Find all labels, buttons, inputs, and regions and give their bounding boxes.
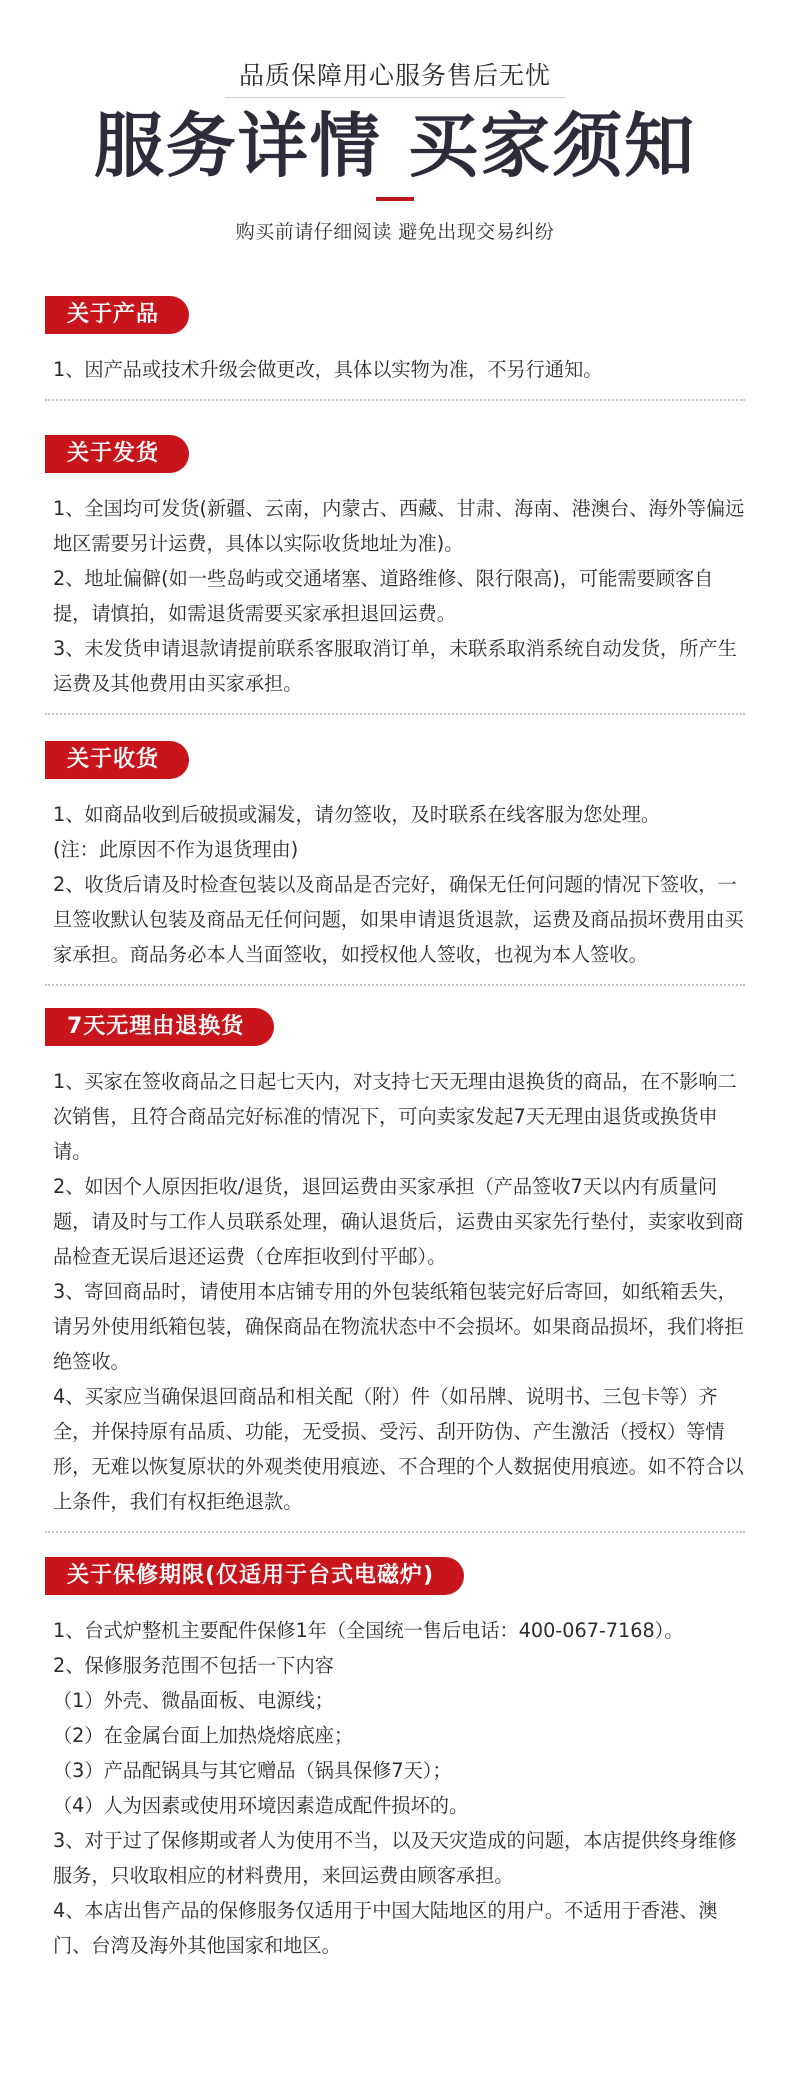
dotted-divider [45, 713, 745, 715]
section-product [45, 296, 745, 401]
title-accent-rule [376, 197, 414, 201]
section-body [45, 491, 745, 701]
section-line: 1、台式炉整机主要配件保修1年（全国统一售后电话：400-067-7168）。 [53, 1618, 684, 1642]
section-line: 2、保修服务范围不包括一下内容 [53, 1653, 334, 1677]
dotted-divider [45, 399, 745, 401]
section-line: 3、对于过了保修期或者人为使用不当，以及天灾造成的问题，本店提供终身维修服务，只收取相应的材料费用，来回运费由顾客承担。 [53, 1828, 737, 1887]
section-line: （2）在金属台面上加热烧熔底座； [53, 1723, 354, 1747]
section-line: （3）产品配锅具与其它赠品（锅具保修7天）； [53, 1758, 452, 1782]
section-line: 1、买家在签收商品之日起七天内，对支持七天无理由退换货的商品，在不影响二次销售，且符合商品完好标准的情况下，可向卖家发起7天无理由退货或换货申请。 [53, 1069, 737, 1163]
section-line: 1、全国均可发货(新疆、云南，内蒙古、西藏、甘肃、海南、港澳台、海外等偏远地区需要另计运费，具体以实际收货地址为准)。 [53, 496, 745, 555]
section-line: 3、寄回商品时，请使用本店铺专用的外包装纸箱包装完好后寄回，如纸箱丢失，请另外使用纸箱包装，确保商品在物流状态中不会损坏。如果商品损坏，我们将拒绝签收。 [53, 1279, 744, 1373]
section-line: 1、因产品或技术升级会做更改，具体以实物为准，不另行通知。 [53, 357, 603, 381]
section-line: (注：此原因不作为退货理由) [53, 837, 299, 861]
section-warranty [45, 1557, 745, 1963]
section-body [45, 1064, 745, 1519]
section-heading-badge: 关于产品 [45, 296, 189, 334]
section-returns [45, 1008, 745, 1533]
section-line: 4、本店出售产品的保修服务仅适用于中国大陆地区的用户。不适用于香港、澳门、台湾及海外其他国家和地区。 [53, 1898, 718, 1957]
section-line: 1、如商品收到后破损或漏发，请勿签收，及时联系在线客服为您处理。 [53, 802, 661, 826]
section-heading-badge: 关于收货 [45, 741, 189, 779]
section-line: 2、地址偏僻(如一些岛屿或交通堵塞、道路维修、限行限高)，可能需要顾客自提，请慎拍，如需退货需要买家承担退回运费。 [53, 566, 714, 625]
section-body [45, 1613, 745, 1963]
section-line: （1）外壳、微晶面板、电源线； [53, 1688, 334, 1712]
section-body [45, 352, 745, 387]
section-line: 3、未发货申请退款请提前联系客服取消订单，未联系取消系统自动发货，所产生运费及其他费用由买家承担。 [53, 636, 737, 695]
section-line: （4）人为因素或使用环境因素造成配件损坏的。 [53, 1793, 469, 1817]
page-subtitle: 购买前请仔细阅读 避免出现交易纠纷 [235, 220, 555, 243]
section-line: 2、收货后请及时检查包装以及商品是否完好，确保无任何问题的情况下签收，一旦签收默认包装及商品无任何问题，如果申请退货退款，运费及商品损坏费用由买家承担。商品务必本人当面签收，如授权他人签收，也视为本人签收。 [53, 872, 744, 966]
section-heading-badge: 关于发货 [45, 435, 189, 473]
section-heading-badge: 7天无理由退换货 [45, 1008, 274, 1046]
section-line: 4、买家应当确保退回商品和相关配（附）件（如吊牌、说明书、三包卡等）齐全，并保持原有品质、功能，无受损、受污、刮开防伪、产生激活（授权）等情形，无难以恢复原状的外观类使用痕迹、不合理的个人数据使用痕迹。如不符合以上条件，我们有权拒绝退款。 [53, 1384, 744, 1513]
tagline-block [225, 56, 565, 98]
section-body [45, 797, 745, 972]
section-heading-badge: 关于保修期限(仅适用于台式电磁炉) [45, 1557, 464, 1595]
dotted-divider [45, 984, 745, 986]
page-header [0, 0, 790, 244]
section-line: 2、如因个人原因拒收/退货，退回运费由买家承担（产品签收7天以内有质量问题，请及时与工作人员联系处理，确认退货后，运费由买家先行垫付，卖家收到商品检查无误后退还运费（仓库拒收到付平邮）。 [53, 1174, 744, 1268]
tagline-underline [225, 97, 565, 98]
section-receiving [45, 741, 745, 986]
notice-sections [0, 296, 790, 1963]
tagline: 品质保障用心服务售后无忧 [238, 61, 551, 90]
section-shipping [45, 435, 745, 715]
dotted-divider [45, 1531, 745, 1533]
page-title: 服务详情 买家须知 [93, 105, 697, 187]
